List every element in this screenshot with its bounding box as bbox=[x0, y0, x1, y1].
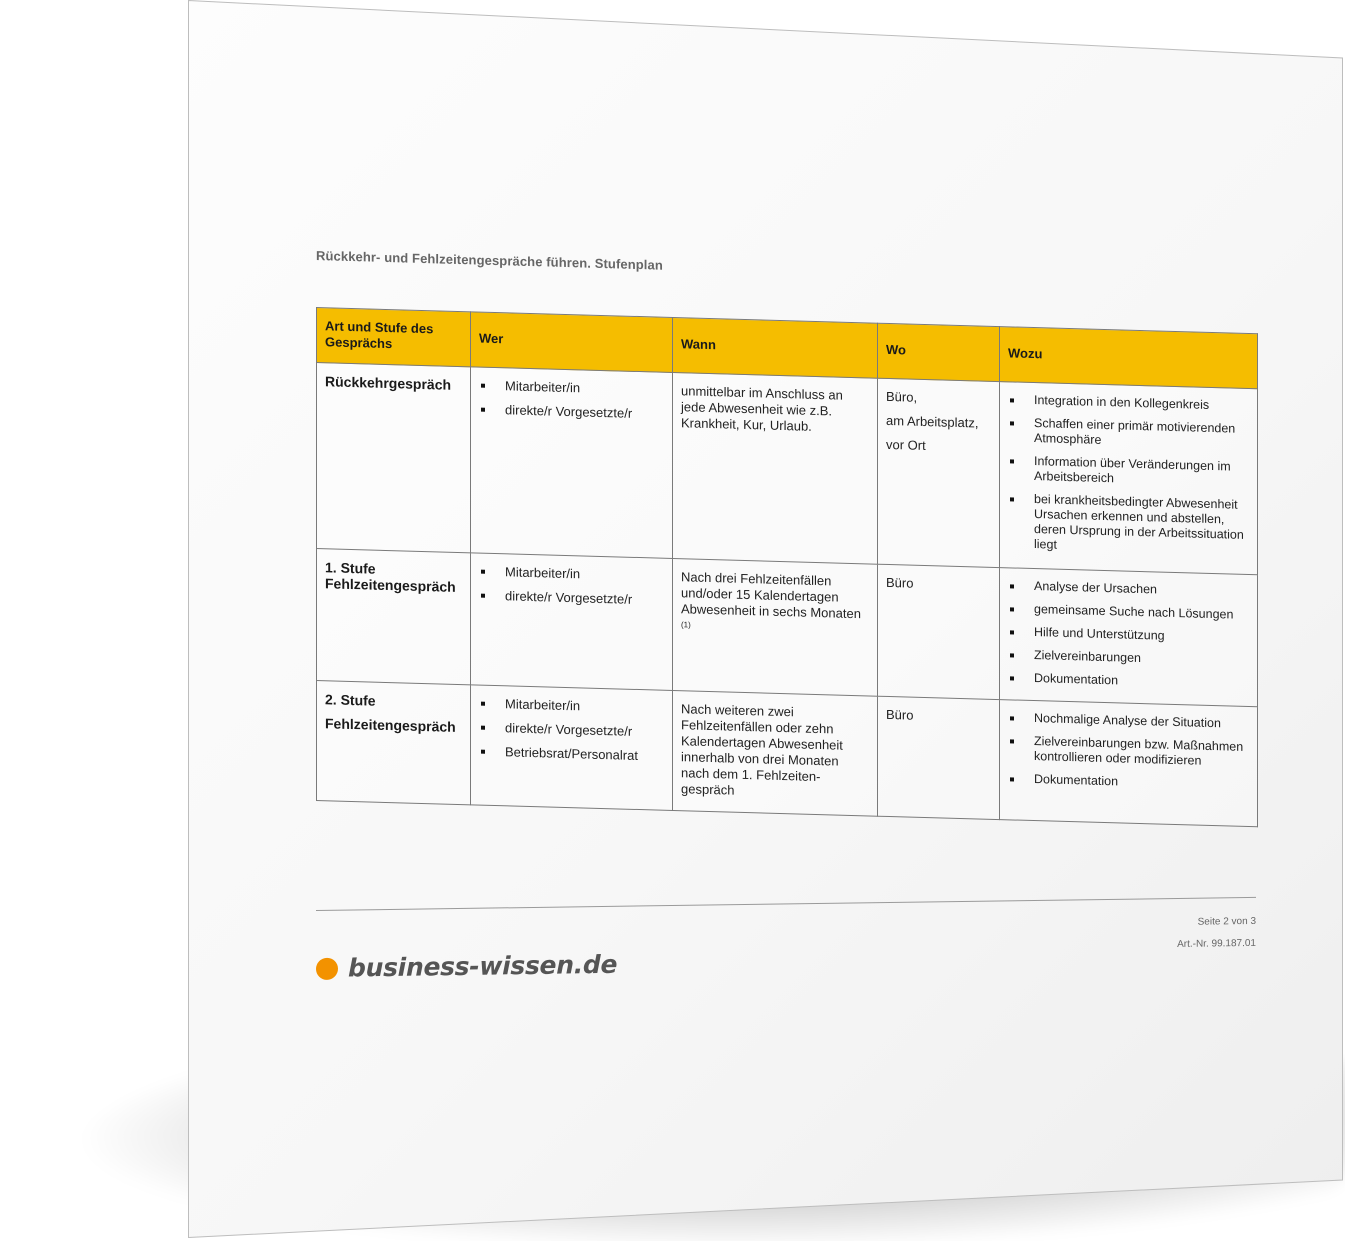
art-line: 2. Stufe bbox=[325, 691, 376, 709]
wann-text: Nach drei Fehlzeitenfällen und/oder 15 Kalendertagen Abwesenheit in sechs Monaten bbox=[681, 569, 861, 622]
list-item: Mitarbeiter/in bbox=[479, 378, 664, 399]
table-row bbox=[317, 681, 1258, 827]
cell-wo bbox=[878, 696, 1000, 819]
document-title: Rückkehr- und Fehlzeitengespräche führen. Stufenplan bbox=[316, 248, 663, 273]
header-wo: Wo bbox=[878, 323, 1000, 381]
wo-line: Büro, bbox=[886, 388, 918, 405]
wo-line: vor Ort bbox=[886, 436, 926, 454]
logo-dot-icon bbox=[316, 957, 338, 979]
wer-list bbox=[479, 378, 664, 423]
cell-art bbox=[317, 363, 471, 553]
list-item: Analyse der Ursachen bbox=[1008, 578, 1249, 600]
cell-wozu bbox=[1000, 382, 1258, 575]
list-item: direkte/r Vorgesetzte/r bbox=[479, 588, 664, 609]
cell-wann bbox=[673, 372, 878, 564]
cell-art bbox=[317, 549, 471, 685]
list-item: bei krankheitsbedingter Abwesenheit Ursachen erkennen und abstellen, deren Ursprung in der Arbeitssituation liegt bbox=[1008, 491, 1249, 558]
wer-list bbox=[479, 564, 664, 609]
cell-wann bbox=[673, 558, 878, 696]
header-wozu: Wozu bbox=[1000, 327, 1258, 389]
art-line: 1. Stufe bbox=[325, 559, 376, 577]
logo-text: business-wissen.de bbox=[348, 949, 618, 983]
cell-wer bbox=[471, 685, 673, 811]
list-item: Zielvereinbarungen bzw. Maßnahmen kontrollieren oder modifizieren bbox=[1008, 733, 1249, 770]
wozu-list bbox=[1008, 392, 1249, 558]
art-line: Rückkehrgespräch bbox=[325, 373, 452, 393]
list-item: direkte/r Vorgesetzte/r bbox=[479, 402, 664, 423]
cell-wer bbox=[471, 367, 673, 559]
cell-wo bbox=[878, 378, 1000, 567]
list-item: Mitarbeiter/in bbox=[479, 696, 664, 717]
document-content bbox=[316, 248, 1258, 827]
wann-text: unmittelbar im Anschluss an jede Abwesenheit wie z.B. Krankheit, Kur, Urlaub. bbox=[681, 383, 843, 434]
cell-wozu bbox=[1000, 700, 1258, 827]
wozu-list bbox=[1008, 578, 1249, 692]
list-item: Dokumentation bbox=[1008, 670, 1249, 692]
list-item: Nochmalige Analyse der Situation bbox=[1008, 710, 1249, 732]
table-row bbox=[317, 363, 1258, 575]
list-item: Schaffen einer primär motivierenden Atmosphäre bbox=[1008, 415, 1249, 452]
list-item: Hilfe und Unterstützung bbox=[1008, 624, 1249, 646]
wo-line: Büro bbox=[886, 706, 914, 723]
header-art: Art und Stufe des Gesprächs bbox=[317, 308, 471, 367]
business-wissen-logo bbox=[316, 950, 617, 983]
article-number: Art.-Nr. 99.187.01 bbox=[1177, 937, 1256, 950]
art-line: Fehlzeitengespräch bbox=[325, 575, 456, 595]
list-item: gemeinsame Suche nach Lösungen bbox=[1008, 601, 1249, 623]
wo-line: Büro bbox=[886, 574, 914, 591]
header-wer: Wer bbox=[471, 312, 673, 373]
stufenplan-table bbox=[316, 307, 1258, 827]
table-row bbox=[317, 549, 1258, 707]
wer-list bbox=[479, 696, 664, 765]
art-line: Fehlzeitengespräch bbox=[325, 715, 456, 735]
footnote-ref: (1) bbox=[681, 620, 691, 630]
list-item: Dokumentation bbox=[1008, 771, 1249, 793]
list-item: Mitarbeiter/in bbox=[479, 564, 664, 585]
list-item: Betriebsrat/Personalrat bbox=[479, 744, 664, 765]
cell-wann bbox=[673, 690, 878, 816]
list-item: Information über Veränderungen im Arbeitsbereich bbox=[1008, 453, 1249, 490]
page-number: Seite 2 von 3 bbox=[1197, 915, 1256, 928]
cell-wer bbox=[471, 553, 673, 691]
cell-wozu bbox=[1000, 568, 1258, 707]
footer-meta bbox=[1177, 911, 1256, 956]
cell-art bbox=[317, 681, 471, 805]
wozu-list bbox=[1008, 710, 1249, 793]
list-item: Zielvereinbarungen bbox=[1008, 647, 1249, 669]
wo-line: am Arbeitsplatz, bbox=[886, 412, 979, 431]
cell-wo bbox=[878, 564, 1000, 699]
header-wann: Wann bbox=[673, 317, 878, 378]
list-item: direkte/r Vorgesetzte/r bbox=[479, 720, 664, 741]
wann-text: Nach weiteren zwei Fehlzeitenfällen oder zehn Kalendertagen Abwesenheit innerhalb von drei Monaten nach dem 1. Fehlzeiten-gespräch bbox=[681, 701, 843, 798]
list-item: Integration in den Kollegenkreis bbox=[1008, 392, 1249, 414]
